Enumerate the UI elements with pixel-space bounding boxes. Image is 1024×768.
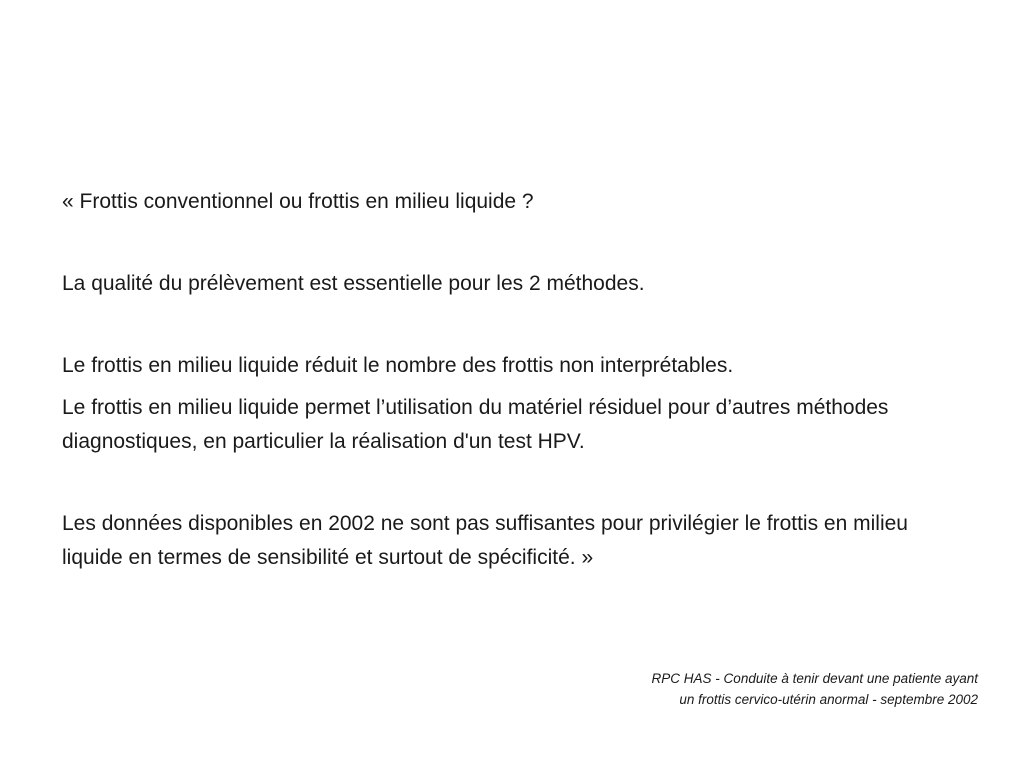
paragraph-data-2002: Les données disponibles en 2002 ne sont pas suffisantes pour privilégier le frottis en milieu liquide en termes de sensibilité et surtout de spécificité. » <box>62 512 908 569</box>
paragraph-sample-quality: La qualité du prélèvement est essentielle pour les 2 méthodes. <box>62 272 645 295</box>
source-citation <box>558 668 978 710</box>
quote-question: « Frottis conventionnel ou frottis en milieu liquide ? <box>62 190 534 213</box>
paragraph-uninterpretable-smears: Le frottis en milieu liquide réduit le nombre des frottis non interprétables. <box>62 354 734 377</box>
source-line-2: un frottis cervico-utérin anormal - septembre 2002 <box>679 692 978 707</box>
source-line-1: RPC HAS - Conduite à tenir devant une patiente ayant <box>651 671 978 686</box>
paragraph-residual-material: Le frottis en milieu liquide permet l’utilisation du matériel résiduel pour d’autres méthodes diagnostiques, en particulier la réalisation d'un test HPV. <box>62 396 889 453</box>
